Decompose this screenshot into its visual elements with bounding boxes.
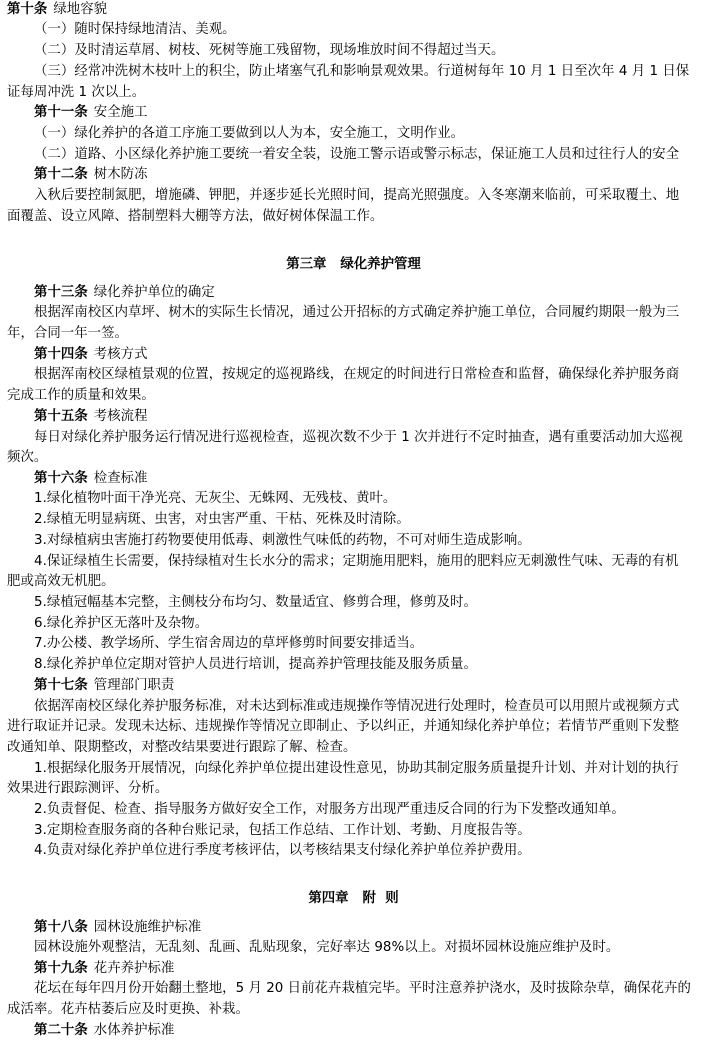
article-19-heading (34, 959, 703, 979)
paragraph-line: 频次。 (7, 450, 48, 465)
list-item: 3.定期检查服务商的各种台账记录，包括工作总结、工作计划、考勤、月度报告等。 (34, 823, 531, 838)
article-number: 第十三条 (34, 285, 88, 300)
article-number: 第十一条 (34, 105, 88, 120)
list-item: 2.负责督促、检查、指导服务方做好安全工作，对服务方出现严重违反合同的行为下发整改通知单。 (34, 802, 625, 817)
article-number: 第十七条 (34, 678, 88, 693)
list-item: 6.绿化养护区无落叶及杂物。 (34, 616, 209, 631)
list-item-continued: 肥或高效无机肥。 (7, 574, 115, 589)
list-item: 5.绿植冠幅基本完整，主侧枝分布均匀、数量适宜、修剪合理，修剪及时。 (34, 595, 477, 610)
article-12-heading (34, 165, 703, 185)
paragraph-line: 完成工作的质量和效果。 (7, 388, 155, 403)
article-15-heading (34, 407, 703, 427)
article-number: 第十五条 (34, 409, 88, 424)
article-number: 第十九条 (34, 961, 88, 976)
article-title: 园林设施维护标准 (93, 920, 202, 935)
list-item: 1.根据绿化服务开展情况，向绿化养护单位提出建设性意见，协助其制定服务质量提升计划、并对计划的执行 (34, 761, 679, 776)
paragraph-line: 园林设施外观整洁，无乱刻、乱画、乱贴现象，完好率达 98%以上。对损坏园林设施应维护及时。 (34, 940, 620, 955)
paragraph-line: 根据浑南校区内草坪、树木的实际生长情况，通过公开招标的方式确定养护施工单位，合同履约期限一般为三 (34, 305, 680, 320)
paragraph-line: 入秋后要控制氮肥，增施磷、钾肥，并逐步延长光照时间，提高光照强度。入冬寒潮来临前，可采取覆土、地 (34, 188, 680, 203)
article-number: 第十八条 (34, 920, 88, 935)
paragraph-line: 成活率。花卉枯萎后应及时更换、补栽。 (7, 1002, 249, 1017)
list-item: 3.对绿植病虫害施打药物要使用低毒、刺激性气味低的药物，不可对师生造成影响。 (34, 533, 531, 548)
paragraph-line: 改通知单、限期整改，对整改结果要进行跟踪了解、检查。 (7, 740, 357, 755)
article-17-heading (34, 676, 703, 696)
list-item-continued: 效果进行跟踪测评、分析。 (7, 781, 169, 796)
list-item: 7.办公楼、教学场所、学生宿舍周边的草坪修剪时间要安排适当。 (34, 636, 424, 651)
article-18-heading (34, 918, 703, 938)
article-16-heading (34, 469, 703, 489)
article-title: 安全施工 (93, 105, 148, 120)
paragraph-line: 花坛在每年四月份开始翻土整地，5 月 20 日前花卉栽植完毕。平时注意养护浇水，及时拔除杂草，确保花卉的 (34, 981, 691, 996)
list-item: 4.负责对绿化养护单位进行季度考核评估，以考核结果支付绿化养护单位养护费用。 (34, 843, 531, 858)
paragraph-line: 进行取证并记录。发现未达标、违规操作等情况立即制止、予以纠正，并通知绿化养护单位；若情节严重则下发整 (7, 719, 680, 734)
article-number: 第十六条 (34, 471, 88, 486)
article-13-heading (34, 283, 703, 303)
article-title: 树木防冻 (93, 167, 148, 182)
paragraph-line: 年，合同一年一签。 (7, 326, 128, 341)
paragraph-line: （一）随时保持绿地清洁、美观。 (34, 22, 236, 37)
list-item: 8.绿化养护单位定期对管护人员进行培训，提高养护管理技能及服务质量。 (34, 657, 477, 672)
paragraph-line: 根据浑南校区绿植景观的位置，按规定的巡视路线，在规定的时间进行日常检查和监督，确保绿化养护服务商 (34, 367, 680, 382)
paragraph-line: （二）道路、小区绿化养护施工要统一着安全装，设施工警示语或警示标志，保证施工人员和过往行人的安全 (34, 147, 680, 162)
article-10-heading (7, 0, 703, 20)
paragraph-line: 证每周冲洗 1 次以上。 (7, 85, 146, 100)
article-number: 第十二条 (34, 167, 88, 182)
article-20-heading (34, 1021, 703, 1041)
paragraph-line: （二）及时清运草屑、树枝、死树等施工残留物，现场堆放时间不得超过当天。 (34, 43, 505, 58)
article-11-heading (34, 103, 703, 123)
article-title: 管理部门职责 (93, 678, 175, 693)
paragraph-line: 依据浑南校区绿化养护服务标准，对未达到标准或违规操作等情况进行处理时，检查员可以用照片或视频方式 (34, 699, 680, 714)
paragraph-line: （一）绿化养护的各道工序施工要做到以人为本，安全施工，文明作业。 (34, 126, 465, 141)
paragraph-line: （三）经常冲洗树木枝叶上的积尘，防止堵塞气孔和影响景观效果。行道树每年 10 月 1 日至次年 4 月 1 日保 (34, 64, 690, 79)
list-item: 2.绿植无明显病斑、虫害，对虫害严重、干枯、死株及时清除。 (34, 512, 410, 527)
paragraph-line: 每日对绿化养护服务运行情况进行巡视检查，巡视次数不少于 1 次并进行不定时抽查，遇有重要活动加大巡视 (34, 430, 683, 445)
article-number: 第二十条 (34, 1023, 88, 1038)
article-title: 水体养护标准 (93, 1023, 175, 1038)
article-title: 绿地容貌 (53, 2, 108, 17)
article-title: 绿化养护单位的确定 (93, 285, 215, 300)
paragraph-line: 面覆盖、设立风障、搭制塑料大棚等方法，做好树体保温工作。 (7, 209, 384, 224)
article-title: 考核流程 (93, 409, 148, 424)
chapter-4-title: 第四章 附 则 (308, 891, 399, 906)
article-14-heading (34, 345, 703, 365)
article-number: 第十四条 (34, 347, 88, 362)
article-title: 考核方式 (93, 347, 148, 362)
list-item: 1.绿化植物叶面干净光亮、无灰尘、无蛛网、无残枝、黄叶。 (34, 491, 397, 506)
article-number: 第十条 (7, 2, 48, 17)
list-item: 4.保证绿植生长需要，保持绿植对生长水分的需求；定期施用肥料，施用的肥料应无刺激性气味、无毒的有机 (34, 554, 679, 569)
article-title: 检查标准 (93, 471, 148, 486)
chapter-3-title: 第三章 绿化养护管理 (286, 257, 421, 272)
article-title: 花卉养护标准 (93, 961, 175, 976)
